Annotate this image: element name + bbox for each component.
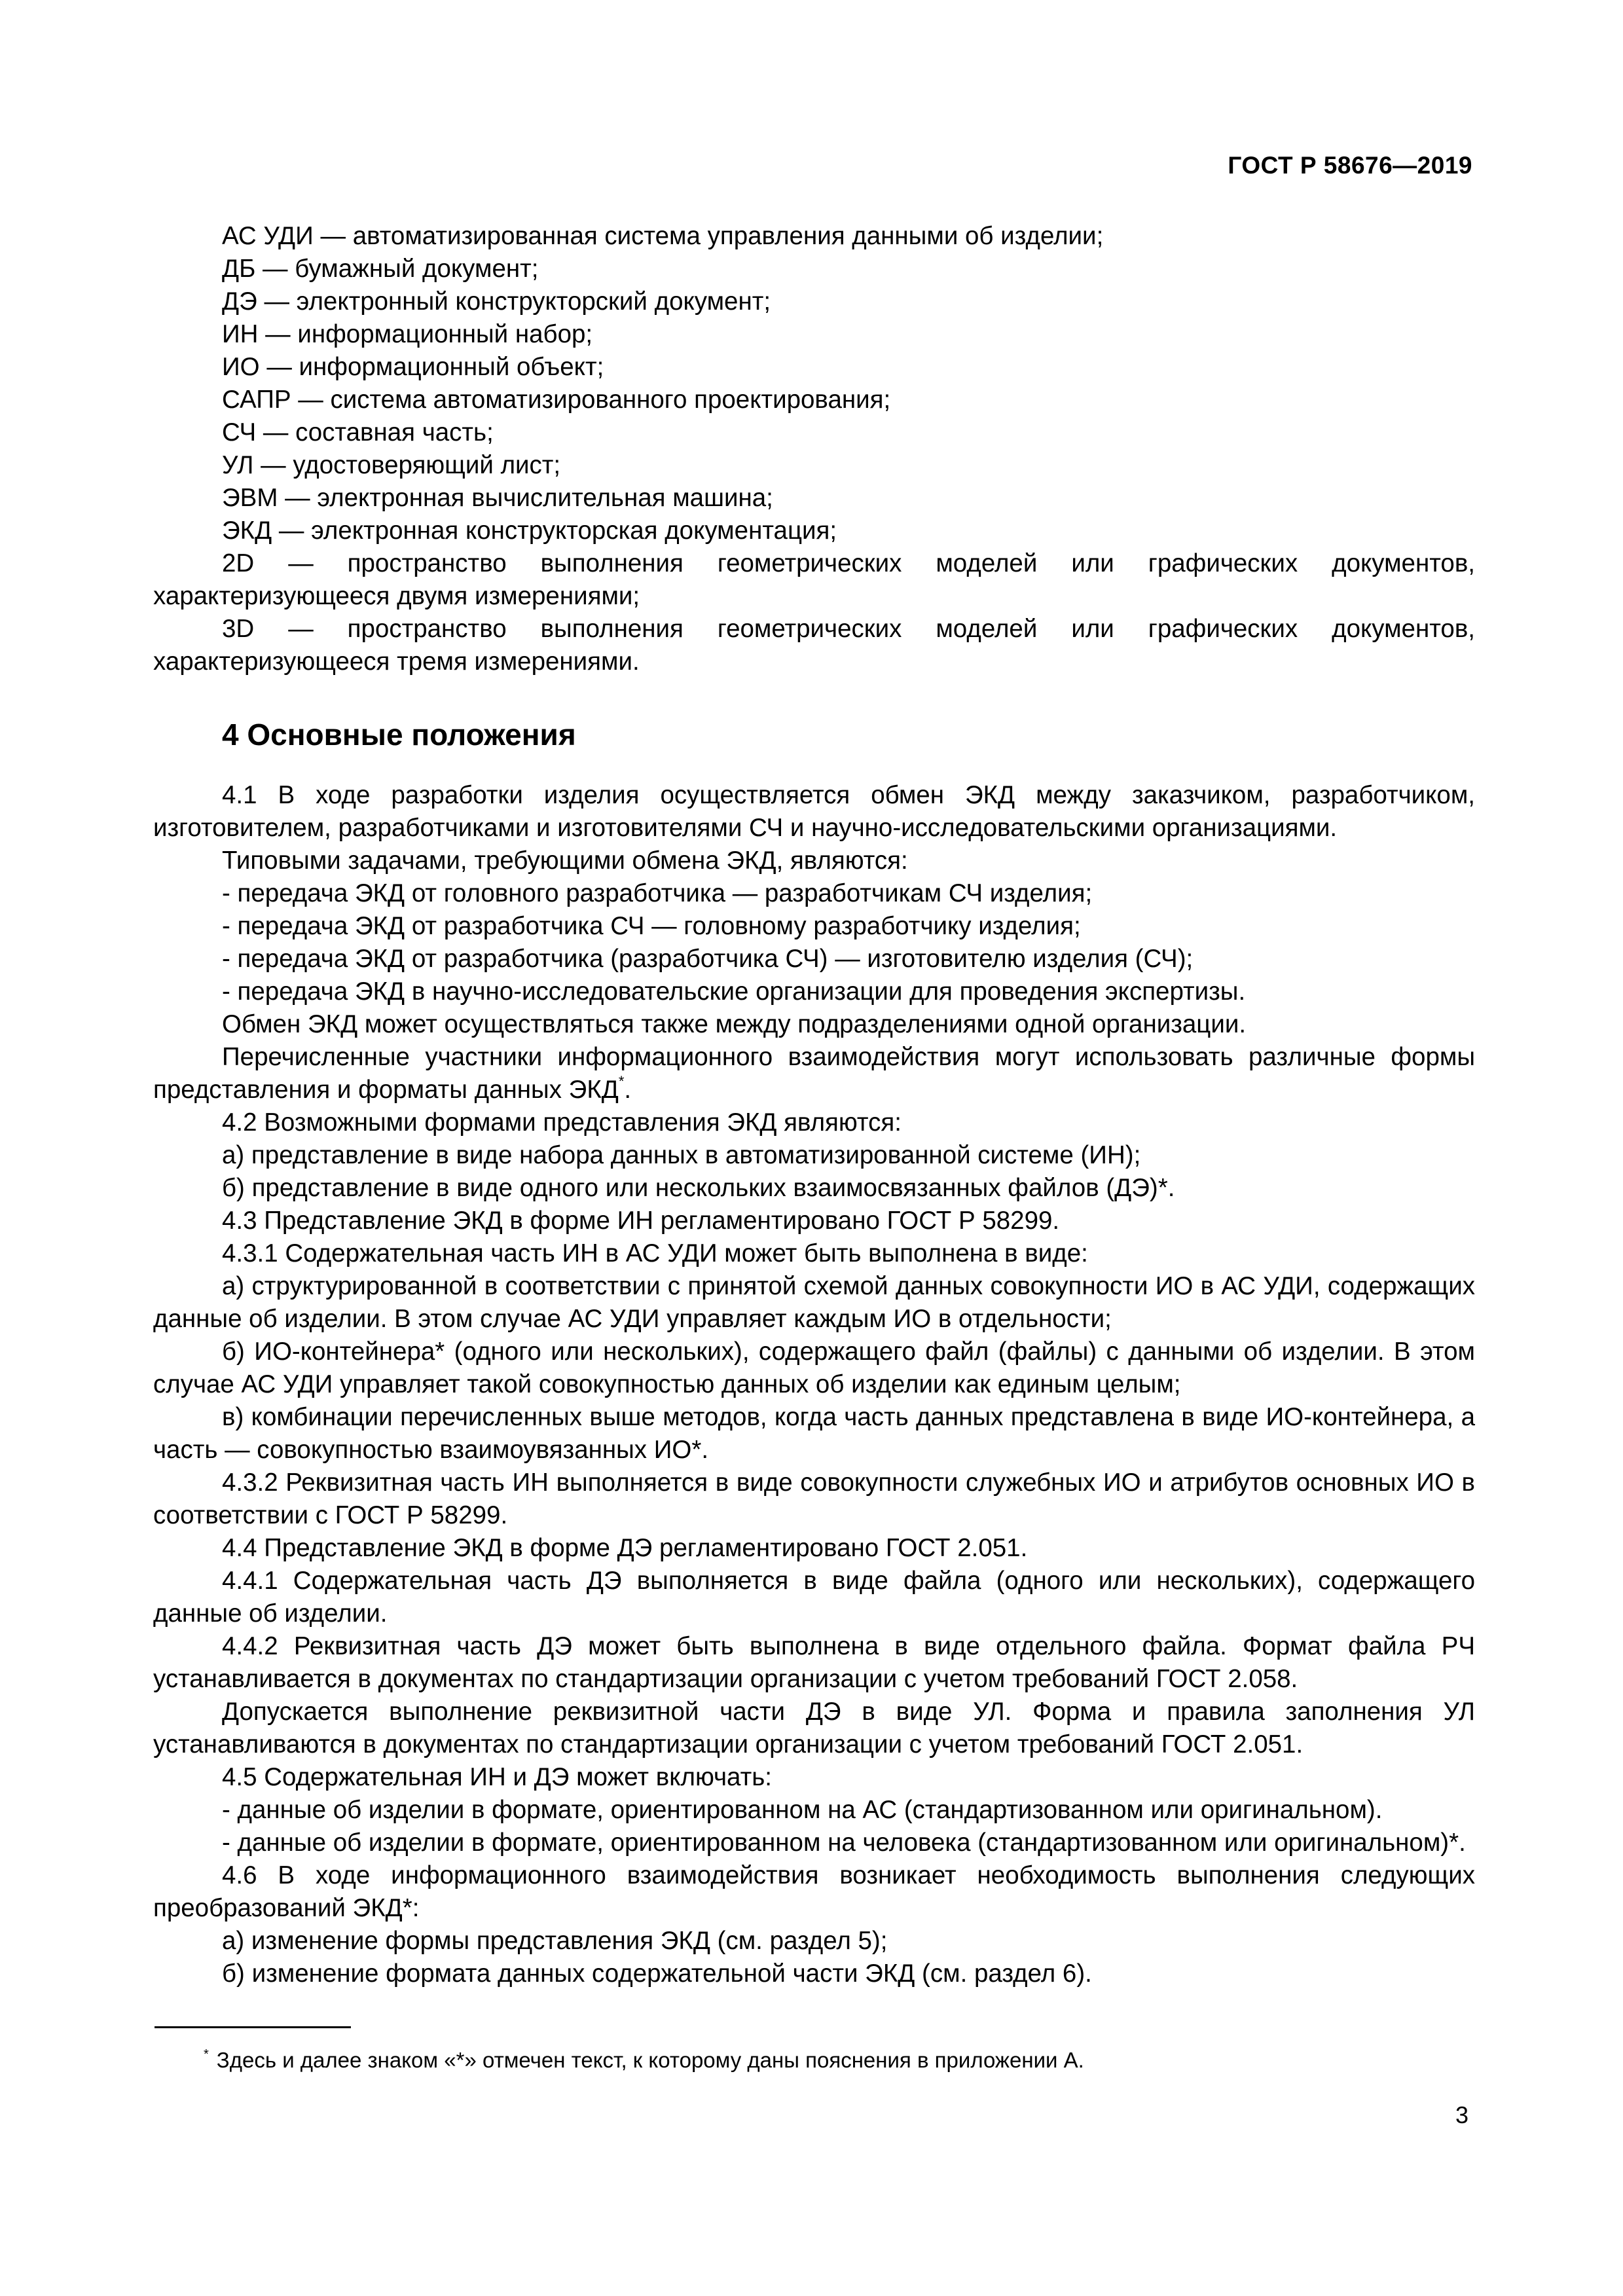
paragraph: 4.3.1 Содержательная часть ИН в АС УДИ может быть выполнена в виде: — [222, 1239, 1088, 1267]
abbrev-line: ДБ — бумажный документ; — [222, 255, 539, 283]
abbrev-line: УЛ — удостоверяющий лист; — [222, 451, 561, 479]
paragraph: 4.1 В ходе разработки изделия осуществляется обмен ЭКД между заказчиком, разработчиком, изготовителем, разработчиками и изготовителями СЧ и научно-исследовательскими организациями. — [153, 781, 1475, 842]
paragraph: 4.5 Содержательная ИН и ДЭ может включать: — [222, 1763, 772, 1791]
paragraph: 4.3 Представление ЭКД в форме ИН регламентировано ГОСТ Р 58299. — [222, 1207, 1060, 1235]
footnote-ref: * — [618, 1073, 625, 1089]
footnote-divider — [155, 2026, 351, 2028]
paragraph: 4.4 Представление ЭКД в форме ДЭ регламентировано ГОСТ 2.051. — [222, 1534, 1028, 1562]
list-item: б) изменение формата данных содержательной части ЭКД (см. раздел 6). — [222, 1959, 1092, 1988]
body-text — [153, 220, 1475, 1990]
abbrev-line: ИН — информационный набор; — [222, 320, 593, 348]
footnote-mark: * — [204, 2047, 209, 2062]
list-item: - передача ЭКД от головного разработчика — разработчикам СЧ изделия; — [222, 879, 1093, 907]
paragraph: 4.4.2 Реквизитная часть ДЭ может быть выполнена в виде отдельного файла. Формат файла РЧ устанавливается в документах по стандартизации организации с учетом требований ГОСТ 2.058. — [153, 1632, 1475, 1693]
paragraph: 4.3.2 Реквизитная часть ИН выполняется в виде совокупности служебных ИО и атрибутов основных ИО в соответствии с ГОСТ Р 58299. — [153, 1468, 1475, 1529]
page-number: 3 — [1455, 2102, 1468, 2128]
paragraph: 4.4.1 Содержательная часть ДЭ выполняется в виде файла (одного или нескольких), содержащего данные об изделии. — [153, 1567, 1475, 1628]
abbrev-line: ЭВМ — электронная вычислительная машина; — [222, 484, 773, 512]
paragraph: Обмен ЭКД может осуществляться также между подразделениями одной организации. — [222, 1010, 1247, 1038]
list-item: - передача ЭКД от разработчика СЧ — головному разработчику изделия; — [222, 912, 1081, 940]
list-item: в) комбинации перечисленных выше методов, когда часть данных представлена в виде ИО-контейнера, а часть — совокупностью взаимоувязанных ИО*. — [153, 1403, 1475, 1464]
footnote-text: Здесь и далее знаком «*» отмечен текст, к которому даны пояснения в приложении А. — [216, 2048, 1084, 2072]
list-item: - данные об изделии в формате, ориентированном на человека (стандартизованном или оригинальном)*. — [222, 1829, 1466, 1857]
footnote — [155, 2046, 1475, 2075]
document-code-header: ГОСТ Р 58676—2019 — [1228, 152, 1472, 179]
paragraph-text: Перечисленные участники информационного взаимодействия могут использовать различные формы представления и форматы данных ЭКД — [153, 1043, 1475, 1104]
paragraph: 4.6 В ходе информационного взаимодействия возникает необходимость выполнения следующих преобразований ЭКД*: — [153, 1861, 1475, 1922]
paragraph: 4.2 Возможными формами представления ЭКД являются: — [222, 1108, 902, 1137]
paragraph — [153, 1041, 1475, 1106]
list-item: а) изменение формы представления ЭКД (см. раздел 5); — [222, 1927, 888, 1955]
section-heading: 4 Основные положения — [222, 718, 576, 752]
abbrev-line: ДЭ — электронный конструкторский документ; — [222, 287, 771, 316]
paragraph: Допускается выполнение реквизитной части ДЭ в виде УЛ. Форма и правила заполнения УЛ устанавливаются в документах по стандартизации организации с учетом требований ГОСТ 2.051. — [153, 1698, 1475, 1758]
list-item: - передача ЭКД в научно-исследовательские организации для проведения экспертизы. — [222, 977, 1246, 1006]
abbrev-line: СЧ — составная часть; — [222, 418, 494, 446]
list-item: - данные об изделии в формате, ориентированном на АС (стандартизованном или оригинальном). — [222, 1796, 1383, 1824]
paragraph-end: . — [624, 1076, 632, 1104]
abbrev-line: ЭКД — электронная конструкторская документация; — [222, 517, 837, 545]
abbrev-line: АС УДИ — автоматизированная система управления данными об изделии; — [222, 222, 1104, 250]
paragraph: Типовыми задачами, требующими обмена ЭКД, являются: — [222, 847, 908, 875]
list-item: - передача ЭКД от разработчика (разработчика СЧ) — изготовителю изделия (СЧ); — [222, 945, 1194, 973]
list-item: б) ИО-контейнера* (одного или нескольких), содержащего файл (файлы) с данными об изделии. В этом случае АС УДИ управляет такой совокупностью данных об изделии как единым целым; — [153, 1338, 1475, 1398]
list-item: б) представление в виде одного или нескольких взаимосвязанных файлов (ДЭ)*. — [222, 1174, 1175, 1202]
list-item: а) структурированной в соответствии с принятой схемой данных совокупности ИО в АС УДИ, содержащих данные об изделии. В этом случае АС УДИ управляет каждым ИО в отдельности; — [153, 1272, 1475, 1333]
list-item: а) представление в виде набора данных в автоматизированной системе (ИН); — [222, 1141, 1141, 1169]
abbrev-line: 2D — пространство выполнения геометрических моделей или графических документов, характеризующееся двумя измерениями; — [153, 549, 1475, 610]
abbrev-line: САПР — система автоматизированного проектирования; — [222, 386, 891, 414]
abbrev-line: 3D — пространство выполнения геометрических моделей или графических документов, характеризующееся тремя измерениями. — [153, 615, 1475, 676]
abbrev-line: ИО — информационный объект; — [222, 353, 604, 381]
